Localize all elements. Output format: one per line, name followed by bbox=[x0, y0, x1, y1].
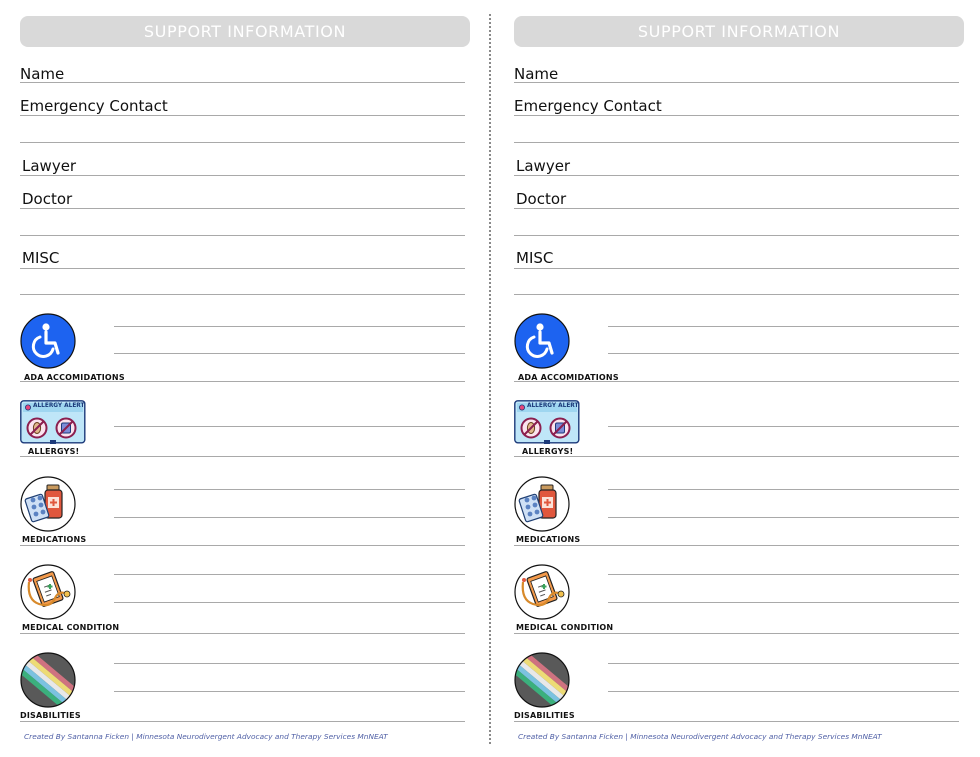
condition-line-3[interactable] bbox=[20, 633, 465, 634]
cut-line-divider bbox=[489, 14, 491, 744]
ada-line-3[interactable] bbox=[20, 381, 465, 382]
medications-line-2[interactable] bbox=[608, 517, 959, 518]
doctor-line-2[interactable] bbox=[20, 235, 465, 236]
medications-line-1[interactable] bbox=[114, 489, 465, 490]
ada-line-1[interactable] bbox=[114, 326, 465, 327]
misc-line[interactable] bbox=[514, 268, 959, 269]
field-label-doctor: Doctor bbox=[516, 190, 567, 208]
disabilities-line-2[interactable] bbox=[608, 691, 959, 692]
allergy-alert-icon bbox=[514, 400, 580, 445]
emergency-contact-line[interactable] bbox=[514, 115, 959, 116]
wheelchair-icon bbox=[514, 313, 570, 369]
footer-credit: Created By Santanna Ficken | Minnesota Neurodivergent Advocacy and Therapy Services MnNEAT bbox=[24, 732, 388, 741]
allergys-caption: ALLERGYS! bbox=[522, 447, 574, 456]
allergy-alert-icon bbox=[20, 400, 86, 445]
misc-line[interactable] bbox=[20, 268, 465, 269]
ada-line-3[interactable] bbox=[514, 381, 959, 382]
lawyer-line[interactable] bbox=[20, 175, 465, 176]
condition-line-3[interactable] bbox=[514, 633, 959, 634]
misc-line-2[interactable] bbox=[514, 294, 959, 295]
support-card-left bbox=[18, 0, 470, 757]
medical-condition-caption: MEDICAL CONDITION bbox=[22, 623, 120, 632]
medications-line-3[interactable] bbox=[514, 545, 959, 546]
doctor-line-2[interactable] bbox=[514, 235, 959, 236]
condition-line-1[interactable] bbox=[608, 574, 959, 575]
condition-line-1[interactable] bbox=[114, 574, 465, 575]
allergys-caption: ALLERGYS! bbox=[28, 447, 80, 456]
section-header: SUPPORT INFORMATION bbox=[514, 16, 964, 47]
lawyer-line[interactable] bbox=[514, 175, 959, 176]
field-label-misc: MISC bbox=[22, 249, 60, 267]
allergy-line-1[interactable] bbox=[608, 426, 959, 427]
wheelchair-icon bbox=[20, 313, 76, 369]
field-label-misc: MISC bbox=[516, 249, 554, 267]
disabilities-caption: DISABILITIES bbox=[514, 711, 575, 720]
field-label-lawyer: Lawyer bbox=[516, 157, 571, 175]
doctor-line[interactable] bbox=[20, 208, 465, 209]
disabilities-line-3[interactable] bbox=[20, 721, 465, 722]
disabilities-caption: DISABILITIES bbox=[20, 711, 81, 720]
allergy-alert-text: ALLERGY ALERT bbox=[527, 403, 579, 409]
name-line[interactable] bbox=[20, 82, 465, 83]
field-label-lawyer: Lawyer bbox=[22, 157, 77, 175]
medical-condition-icon bbox=[514, 564, 570, 620]
medications-caption: MEDICATIONS bbox=[516, 535, 581, 544]
footer-credit: Created By Santanna Ficken | Minnesota Neurodivergent Advocacy and Therapy Services MnNEAT bbox=[518, 732, 882, 741]
medications-icon bbox=[514, 476, 570, 532]
medications-line-2[interactable] bbox=[114, 517, 465, 518]
ada-caption: ADA ACCOMIDATIONS bbox=[518, 373, 619, 382]
ada-line-2[interactable] bbox=[114, 353, 465, 354]
disability-pride-flag-icon bbox=[514, 652, 570, 708]
field-label-name: Name bbox=[20, 65, 65, 83]
support-card-right bbox=[512, 0, 964, 757]
disabilities-line-3[interactable] bbox=[514, 721, 959, 722]
medical-condition-icon bbox=[20, 564, 76, 620]
ada-line-1[interactable] bbox=[608, 326, 959, 327]
medications-line-1[interactable] bbox=[608, 489, 959, 490]
medications-line-3[interactable] bbox=[20, 545, 465, 546]
field-label-emergency-contact: Emergency Contact bbox=[20, 97, 168, 115]
allergy-alert-text: ALLERGY ALERT bbox=[33, 403, 85, 409]
disabilities-line-1[interactable] bbox=[608, 663, 959, 664]
disability-pride-flag-icon bbox=[20, 652, 76, 708]
emergency-contact-line[interactable] bbox=[20, 115, 465, 116]
condition-line-2[interactable] bbox=[114, 602, 465, 603]
medications-caption: MEDICATIONS bbox=[22, 535, 87, 544]
section-header: SUPPORT INFORMATION bbox=[20, 16, 470, 47]
misc-line-2[interactable] bbox=[20, 294, 465, 295]
disabilities-line-1[interactable] bbox=[114, 663, 465, 664]
allergy-line-2[interactable] bbox=[514, 456, 959, 457]
allergy-line-2[interactable] bbox=[20, 456, 465, 457]
doctor-line[interactable] bbox=[514, 208, 959, 209]
name-line[interactable] bbox=[514, 82, 959, 83]
medical-condition-caption: MEDICAL CONDITION bbox=[516, 623, 614, 632]
emergency-contact-line-2[interactable] bbox=[20, 142, 465, 143]
emergency-contact-line-2[interactable] bbox=[514, 142, 959, 143]
ada-caption: ADA ACCOMIDATIONS bbox=[24, 373, 125, 382]
disabilities-line-2[interactable] bbox=[114, 691, 465, 692]
medications-icon bbox=[20, 476, 76, 532]
condition-line-2[interactable] bbox=[608, 602, 959, 603]
field-label-doctor: Doctor bbox=[22, 190, 73, 208]
ada-line-2[interactable] bbox=[608, 353, 959, 354]
allergy-line-1[interactable] bbox=[114, 426, 465, 427]
field-label-emergency-contact: Emergency Contact bbox=[514, 97, 662, 115]
field-label-name: Name bbox=[514, 65, 559, 83]
